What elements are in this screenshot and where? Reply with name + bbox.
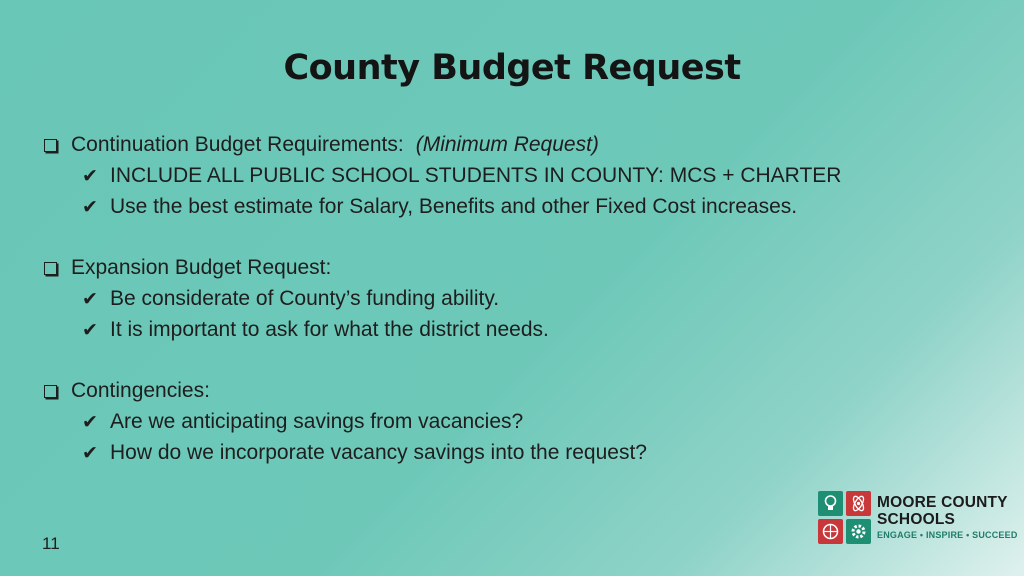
logo-text xyxy=(877,495,1018,540)
list-item xyxy=(42,406,972,437)
section-heading-row xyxy=(42,376,972,406)
list-item xyxy=(42,314,972,345)
logo-name-line1: MOORE COUNTY xyxy=(877,494,1008,511)
list-item-text: How do we incorporate vacancy savings into the request? xyxy=(110,440,647,464)
checkbox-bullet-icon xyxy=(44,385,57,398)
list-item xyxy=(42,160,972,191)
basketball-icon xyxy=(818,519,843,544)
checkmark-icon: ✔ xyxy=(82,410,98,433)
logo-name-line2: SCHOOLS xyxy=(877,510,956,528)
checkmark-icon: ✔ xyxy=(82,318,98,341)
section-expansion xyxy=(42,253,972,345)
section-continuation xyxy=(42,130,972,222)
checkmark-icon: ✔ xyxy=(82,441,98,464)
list-item xyxy=(42,283,972,314)
section-heading: Continuation Budget Requirements: xyxy=(71,133,404,156)
list-item xyxy=(42,191,972,222)
checkbox-bullet-icon xyxy=(44,139,57,152)
list-item-text: It is important to ask for what the district needs. xyxy=(110,317,549,341)
list-item xyxy=(42,437,972,468)
slide-title: County Budget Request xyxy=(283,48,741,88)
list-item-text: Be considerate of County’s funding ability. xyxy=(110,286,500,310)
list-item-text: INCLUDE ALL PUBLIC SCHOOL STUDENTS IN COUNTY: MCS + CHARTER xyxy=(110,163,842,187)
list-item-text: Use the best estimate for Salary, Benefits and other Fixed Cost increases. xyxy=(110,194,798,218)
section-heading: Expansion Budget Request: xyxy=(71,256,332,279)
section-heading: Contingencies: xyxy=(71,379,210,402)
slide-content xyxy=(42,130,972,499)
logo-tagline: ENGAGE • INSPIRE • SUCCEED xyxy=(877,530,1018,540)
section-heading-row xyxy=(42,130,972,160)
gear-icon xyxy=(846,519,871,544)
section-heading-row xyxy=(42,253,972,283)
page-number: 11 xyxy=(42,534,60,553)
checkbox-bullet-icon xyxy=(44,262,57,275)
checkmark-icon: ✔ xyxy=(82,195,98,218)
section-contingencies xyxy=(42,376,972,468)
checkmark-icon: ✔ xyxy=(82,164,98,187)
school-logo xyxy=(818,491,1018,544)
list-item-text: Are we anticipating savings from vacancies? xyxy=(110,409,524,433)
section-note: (Minimum Request) xyxy=(415,133,599,156)
logo-tiles xyxy=(818,491,871,544)
checkmark-icon: ✔ xyxy=(82,287,98,310)
atom-icon xyxy=(846,491,871,516)
lightbulb-icon xyxy=(818,491,843,516)
